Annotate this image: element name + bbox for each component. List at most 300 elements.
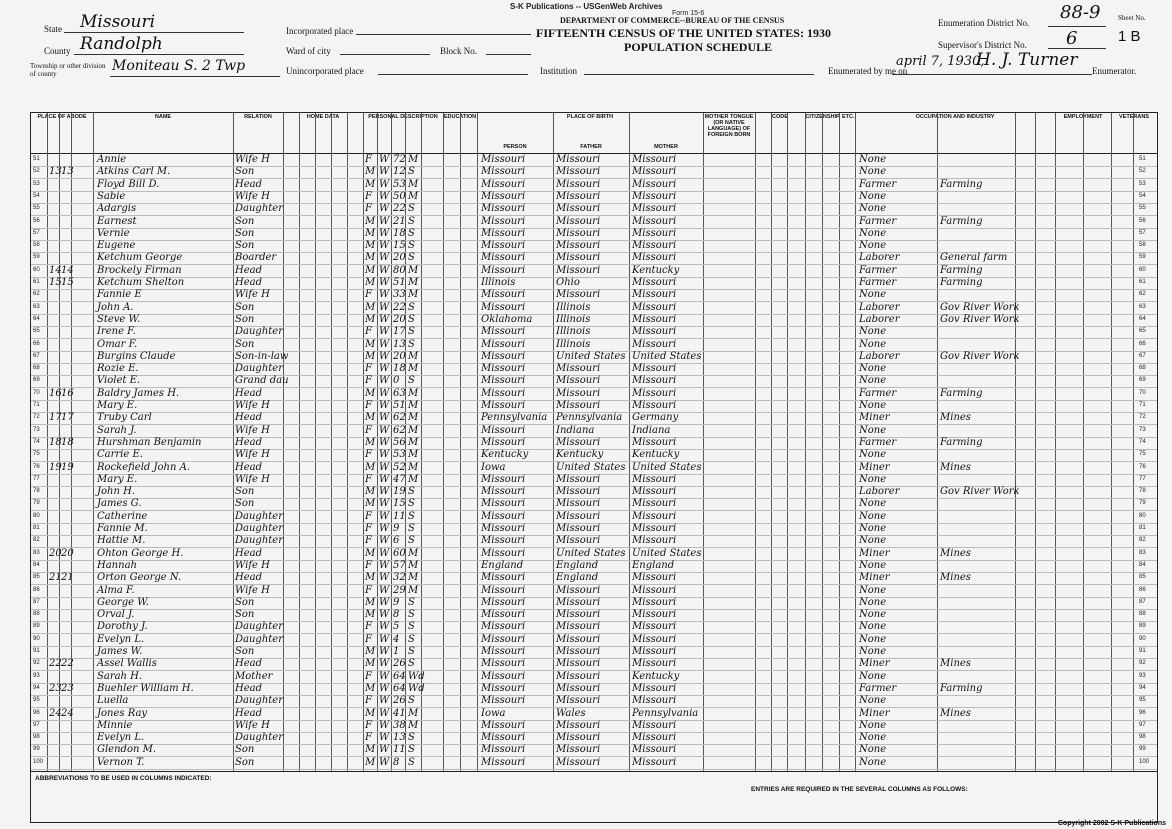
- cell-mpob: United States: [632, 461, 702, 473]
- cell-age: 9: [393, 523, 400, 534]
- line-number-right: 58: [1139, 242, 1146, 249]
- cell-sex: F: [365, 375, 372, 387]
- cell-pob: Kentucky: [481, 449, 529, 461]
- cell-rel: Head: [235, 412, 263, 424]
- cell-name: Eugene: [97, 240, 136, 252]
- cell-mpob: Missouri: [632, 240, 677, 252]
- cell-mpob: Missouri: [632, 744, 677, 756]
- ward-label: Ward of city: [286, 46, 331, 56]
- cell-age: 62: [393, 424, 406, 436]
- cell-fam: 23: [61, 682, 74, 694]
- cell-pob: Missouri: [481, 596, 526, 608]
- enumerated-date: april 7, 1930,: [896, 54, 985, 69]
- cell-occ: None: [859, 559, 887, 571]
- cell-age: 15: [393, 498, 406, 510]
- cell-fpob: Ohio: [556, 277, 580, 288]
- cell-age: 26: [393, 658, 406, 670]
- table-row: [31, 426, 1157, 438]
- cell-fpob: Missouri: [556, 646, 601, 657]
- cell-fpob: Missouri: [556, 535, 601, 547]
- line-number-right: 79: [1139, 500, 1146, 507]
- cell-pob: Missouri: [481, 363, 526, 375]
- line-number-right: 92: [1139, 660, 1146, 667]
- cell-name: Orton George N.: [97, 572, 182, 584]
- cell-pob: Missouri: [481, 240, 526, 252]
- cell-fpob: Missouri: [556, 375, 601, 387]
- cell-sex: F: [365, 400, 372, 411]
- cell-occ: Farmer: [859, 277, 897, 288]
- cell-mpob: Missouri: [632, 166, 677, 178]
- cell-fpob: Missouri: [556, 436, 601, 448]
- abbrev-title: ABBREVIATIONS TO BE USED IN COLUMNS INDICATED:: [35, 775, 212, 782]
- cell-age: 60: [393, 547, 406, 559]
- cell-ms: S: [408, 338, 415, 350]
- cell-race: W: [379, 695, 390, 707]
- cell-rel: Wife H: [235, 584, 270, 596]
- cell-race: W: [379, 313, 390, 325]
- cell-pob: Missouri: [481, 535, 526, 547]
- line-number: 93: [33, 672, 40, 679]
- cell-race: W: [379, 547, 390, 559]
- cell-ind: Mines: [940, 658, 971, 670]
- table-row: [31, 758, 1157, 770]
- cell-ms: S: [408, 203, 415, 215]
- cell-age: 15: [393, 240, 406, 252]
- table-row: [31, 217, 1157, 229]
- cell-dw: 22: [49, 658, 62, 670]
- cell-mpob: Missouri: [632, 633, 677, 645]
- cell-rel: Wife H: [235, 190, 270, 202]
- cell-ms: S: [408, 166, 415, 178]
- cell-occ: None: [859, 424, 887, 436]
- table-row: [31, 278, 1157, 290]
- cell-sex: F: [365, 510, 372, 522]
- cell-mpob: Missouri: [632, 510, 677, 522]
- line-number: 59: [33, 254, 40, 261]
- cell-occ: None: [859, 154, 887, 165]
- group-education: EDUCATION: [443, 114, 477, 120]
- cell-age: 53: [393, 178, 406, 190]
- cell-occ: None: [859, 375, 887, 387]
- cell-dw: 23: [49, 682, 62, 694]
- cell-ms: S: [408, 658, 415, 670]
- table-row: [31, 180, 1157, 192]
- group-code: CODE: [772, 114, 788, 120]
- table-row: [31, 266, 1157, 278]
- cell-name: Fannie M.: [97, 523, 148, 534]
- cell-age: 38: [393, 719, 406, 731]
- cell-sex: M: [365, 707, 376, 719]
- cell-pob: Missouri: [481, 338, 526, 350]
- table-row: [31, 684, 1157, 696]
- cell-pob: Missouri: [481, 264, 526, 276]
- enumerator-name: H. J. Turner: [976, 50, 1078, 70]
- cell-ms: S: [408, 609, 415, 621]
- cell-ms: M: [408, 412, 419, 424]
- cell-pob: Missouri: [481, 166, 526, 178]
- cell-age: 64: [393, 682, 406, 694]
- cell-rel: Head: [235, 707, 263, 719]
- line-number: 67: [33, 352, 40, 359]
- cell-occ: None: [859, 523, 887, 534]
- cell-name: Glendon M.: [97, 744, 157, 756]
- cell-age: 51: [393, 400, 406, 411]
- cell-name: John H.: [97, 486, 135, 498]
- cell-sex: F: [365, 473, 372, 485]
- line-number: 84: [33, 561, 40, 568]
- cell-sex: F: [365, 523, 372, 534]
- cell-sex: M: [365, 547, 376, 559]
- cell-occ: None: [859, 166, 887, 178]
- line-number: 66: [33, 340, 40, 347]
- cell-pob: Missouri: [481, 252, 526, 264]
- table-row: [31, 463, 1157, 475]
- cell-mpob: Missouri: [632, 695, 677, 707]
- cell-ms: M: [408, 572, 419, 584]
- cell-occ: Laborer: [859, 350, 900, 362]
- cell-name: Catherine: [97, 510, 148, 522]
- cell-ind: Farming: [940, 682, 983, 694]
- line-number: 78: [33, 488, 40, 495]
- cell-rel: Son: [235, 313, 255, 325]
- incorporated-label: Incorporated place: [286, 26, 354, 36]
- unincorporated-label: Unincorporated place: [286, 66, 364, 76]
- cell-mpob: Pennsylvania: [632, 707, 699, 719]
- cell-fpob: Missouri: [556, 670, 601, 682]
- cell-pob: Missouri: [481, 227, 526, 239]
- cell-fam: 15: [61, 277, 74, 288]
- cell-ms: S: [408, 498, 415, 510]
- department-title: DEPARTMENT OF COMMERCE--BUREAU OF THE CENSUS: [560, 16, 785, 25]
- cell-name: Dorothy J.: [97, 621, 148, 633]
- cell-sex: F: [365, 363, 372, 375]
- cell-mpob: Missouri: [632, 363, 677, 375]
- cell-sex: M: [365, 461, 376, 473]
- cell-pob: Missouri: [481, 215, 526, 227]
- cell-ms: M: [408, 350, 419, 362]
- cell-dw: 18: [49, 436, 62, 448]
- cell-ind: Mines: [940, 572, 971, 584]
- cell-rel: Head: [235, 572, 263, 584]
- cell-rel: Head: [235, 682, 263, 694]
- cell-race: W: [379, 473, 390, 485]
- cell-fpob: Missouri: [556, 203, 601, 215]
- cell-sex: M: [365, 301, 376, 313]
- cell-race: W: [379, 510, 390, 522]
- cell-race: W: [379, 609, 390, 621]
- cell-occ: None: [859, 695, 887, 707]
- cell-ind: Gov River Work: [940, 301, 1020, 313]
- line-number-right: 94: [1139, 684, 1146, 691]
- entries-title: ENTRIES ARE REQUIRED IN THE SEVERAL COLUMNS AS FOLLOWS:: [751, 786, 968, 793]
- cell-fpob: Missouri: [556, 719, 601, 731]
- cell-rel: Wife H: [235, 719, 270, 731]
- cell-pob: Iowa: [481, 707, 506, 719]
- cell-pob: Missouri: [481, 154, 526, 165]
- cell-sex: M: [365, 264, 376, 276]
- cell-occ: None: [859, 449, 887, 461]
- cell-fam: 19: [61, 461, 74, 473]
- cell-pob: Missouri: [481, 289, 526, 301]
- cell-name: Atkins Carl M.: [97, 166, 171, 178]
- cell-race: W: [379, 166, 390, 178]
- cell-fpob: Missouri: [556, 264, 601, 276]
- cell-name: Rozie E.: [97, 363, 139, 375]
- cell-ms: M: [408, 363, 419, 375]
- cell-mpob: Missouri: [632, 486, 677, 498]
- cell-name: Jones Ray: [97, 707, 148, 719]
- cell-rel: Son: [235, 227, 255, 239]
- line-number: 64: [33, 315, 40, 322]
- cell-sex: M: [365, 387, 376, 399]
- table-row: [31, 290, 1157, 302]
- table-row: [31, 192, 1157, 204]
- cell-mpob: Missouri: [632, 596, 677, 608]
- cell-ms: M: [408, 424, 419, 436]
- line-number: 87: [33, 598, 40, 605]
- table-row: [31, 622, 1157, 634]
- cell-fpob: Illinois: [556, 313, 591, 325]
- cell-rel: Son: [235, 756, 255, 768]
- cell-occ: Farmer: [859, 264, 897, 276]
- cell-rel: Wife H: [235, 154, 270, 165]
- cell-sex: F: [365, 424, 372, 436]
- cell-occ: None: [859, 498, 887, 510]
- cell-sex: F: [365, 154, 372, 165]
- cell-race: W: [379, 277, 390, 288]
- cell-sex: M: [365, 498, 376, 510]
- cell-mpob: Missouri: [632, 289, 677, 301]
- table-row: [31, 352, 1157, 364]
- cell-fpob: Missouri: [556, 658, 601, 670]
- cell-name: Assel Wallis: [97, 658, 157, 670]
- group-citizenship: CITIZENSHIP, ETC.: [805, 114, 855, 120]
- cell-sex: F: [365, 289, 372, 301]
- cell-age: 20: [393, 252, 406, 264]
- cell-age: 62: [393, 412, 406, 424]
- cell-name: Ketchum Shelton: [97, 277, 185, 288]
- table-row: [31, 389, 1157, 401]
- line-number-right: 68: [1139, 365, 1146, 372]
- cell-name: Truby Carl: [97, 412, 152, 424]
- line-number: 70: [33, 389, 40, 396]
- cell-age: 63: [393, 387, 406, 399]
- cell-race: W: [379, 719, 390, 731]
- line-number: 89: [33, 623, 40, 630]
- cell-fpob: Missouri: [556, 178, 601, 190]
- line-number: 100: [33, 758, 44, 765]
- cell-mpob: Missouri: [632, 732, 677, 744]
- cell-age: 51: [393, 277, 406, 288]
- cell-rel: Wife H: [235, 424, 270, 436]
- line-number: 96: [33, 709, 40, 716]
- cell-race: W: [379, 732, 390, 744]
- cell-fpob: Missouri: [556, 609, 601, 621]
- birth-subhead-father: FATHER: [580, 144, 602, 150]
- cell-age: 50: [393, 190, 406, 202]
- cell-mpob: Kentucky: [632, 670, 680, 682]
- cell-pob: Missouri: [481, 621, 526, 633]
- cell-sex: M: [365, 166, 376, 178]
- cell-fam: 20: [61, 547, 74, 559]
- line-number-right: 54: [1139, 192, 1146, 199]
- cell-name: James G.: [97, 498, 142, 510]
- line-number: 65: [33, 328, 40, 335]
- cell-mpob: Missouri: [632, 572, 677, 584]
- cell-ms: S: [408, 375, 415, 387]
- cell-sex: M: [365, 412, 376, 424]
- group-mother-tongue: MOTHER TONGUE (OR NATIVE LANGUAGE) OF FOREIGN BORN: [704, 114, 754, 138]
- cell-name: James W.: [97, 646, 143, 657]
- cell-rel: Daughter: [235, 732, 283, 744]
- cell-race: W: [379, 387, 390, 399]
- cell-age: 20: [393, 313, 406, 325]
- line-number: 73: [33, 426, 40, 433]
- cell-ind: Farming: [940, 215, 983, 227]
- cell-fpob: Missouri: [556, 756, 601, 768]
- cell-name: Floyd Bill D.: [97, 178, 160, 190]
- cell-occ: Farmer: [859, 682, 897, 694]
- cell-sex: F: [365, 326, 372, 338]
- cell-fam: 13: [61, 166, 74, 178]
- cell-occ: None: [859, 473, 887, 485]
- cell-mpob: Germany: [632, 412, 679, 424]
- cell-race: W: [379, 596, 390, 608]
- cell-fam: 24: [61, 707, 74, 719]
- line-number-right: 63: [1139, 303, 1146, 310]
- cell-ind: General farm: [940, 252, 1008, 264]
- cell-mpob: Indiana: [632, 424, 671, 436]
- cell-occ: None: [859, 203, 887, 215]
- cell-ms: M: [408, 584, 419, 596]
- cell-rel: Daughter: [235, 523, 283, 534]
- cell-name: George W.: [97, 596, 149, 608]
- cell-name: Minnie: [97, 719, 133, 731]
- group-occupation: OCCUPATION AND INDUSTRY: [915, 114, 995, 120]
- cell-age: 57: [393, 559, 406, 571]
- cell-race: W: [379, 227, 390, 239]
- cell-sex: F: [365, 190, 372, 202]
- line-number: 99: [33, 746, 40, 753]
- cell-occ: None: [859, 338, 887, 350]
- cell-pob: Missouri: [481, 301, 526, 313]
- cell-age: 53: [393, 449, 406, 461]
- cell-mpob: Missouri: [632, 719, 677, 731]
- cell-ms: S: [408, 646, 415, 657]
- table-row: [31, 672, 1157, 684]
- line-number-right: 91: [1139, 648, 1146, 654]
- cell-name: Steve W.: [97, 313, 141, 325]
- cell-sex: F: [365, 449, 372, 461]
- cell-name: Rockefield John A.: [97, 461, 190, 473]
- cell-occ: Laborer: [859, 301, 900, 313]
- cell-fpob: Missouri: [556, 400, 601, 411]
- cell-rel: Son: [235, 596, 255, 608]
- cell-race: W: [379, 486, 390, 498]
- cell-mpob: Missouri: [632, 756, 677, 768]
- cell-name: Sarah J.: [97, 424, 137, 436]
- cell-rel: Head: [235, 264, 263, 276]
- line-number-right: 51: [1139, 156, 1146, 162]
- cell-ms: S: [408, 535, 415, 547]
- line-number: 98: [33, 734, 40, 741]
- cell-ind: Farming: [940, 436, 983, 448]
- cell-race: W: [379, 646, 390, 657]
- cell-occ: Farmer: [859, 178, 897, 190]
- sheet-value: 1 B: [1118, 28, 1141, 45]
- cell-rel: Daughter: [235, 621, 283, 633]
- cell-ms: M: [408, 154, 419, 165]
- line-number: 68: [33, 365, 40, 372]
- cell-age: 29: [393, 584, 406, 596]
- line-number-right: 72: [1139, 414, 1146, 421]
- line-number-right: 80: [1139, 512, 1146, 519]
- line-number-right: 84: [1139, 561, 1146, 568]
- line-number-right: 76: [1139, 463, 1146, 470]
- cell-occ: Laborer: [859, 313, 900, 325]
- cell-name: Hannah: [97, 559, 137, 571]
- institution-label: Institution: [540, 66, 578, 76]
- cell-race: W: [379, 412, 390, 424]
- cell-fpob: Pennsylvania: [556, 412, 623, 424]
- cell-mpob: Missouri: [632, 473, 677, 485]
- cell-age: 80: [393, 264, 406, 276]
- cell-fam: 18: [61, 436, 74, 448]
- cell-race: W: [379, 252, 390, 264]
- cell-fpob: Missouri: [556, 166, 601, 178]
- cell-fpob: Missouri: [556, 215, 601, 227]
- cell-fpob: Missouri: [556, 486, 601, 498]
- cell-mpob: Missouri: [632, 227, 677, 239]
- cell-occ: None: [859, 326, 887, 338]
- cell-ms: M: [408, 707, 419, 719]
- cell-race: W: [379, 498, 390, 510]
- state-value: Missouri: [80, 12, 156, 32]
- line-number-right: 95: [1139, 697, 1146, 704]
- cell-age: 20: [393, 350, 406, 362]
- cell-race: W: [379, 584, 390, 596]
- table-row: [31, 487, 1157, 499]
- cell-sex: M: [365, 252, 376, 264]
- cell-occ: None: [859, 596, 887, 608]
- line-number-right: 61: [1139, 279, 1146, 285]
- footer-instructions: [30, 771, 1158, 823]
- cell-mpob: Missouri: [632, 584, 677, 596]
- cell-rel: Daughter: [235, 363, 283, 375]
- line-number: 62: [33, 291, 40, 298]
- cell-mpob: Missouri: [632, 375, 677, 387]
- cell-race: W: [379, 707, 390, 719]
- cell-ms: S: [408, 621, 415, 633]
- cell-occ: Farmer: [859, 436, 897, 448]
- line-number: 63: [33, 303, 40, 310]
- cell-rel: Head: [235, 547, 263, 559]
- cell-ms: M: [408, 436, 419, 448]
- cell-pob: Missouri: [481, 498, 526, 510]
- group-relation: RELATION: [244, 114, 272, 120]
- cell-fpob: Kentucky: [556, 449, 604, 461]
- table-row: [31, 647, 1157, 659]
- cell-rel: Wife H: [235, 473, 270, 485]
- cell-pob: Missouri: [481, 695, 526, 707]
- table-row: [31, 524, 1157, 536]
- cell-race: W: [379, 178, 390, 190]
- cell-pob: Missouri: [481, 326, 526, 338]
- cell-ms: M: [408, 461, 419, 473]
- cell-age: 72: [393, 154, 406, 165]
- cell-rel: Son: [235, 744, 255, 756]
- township-value: Moniteau S. 2 Twp: [112, 58, 246, 74]
